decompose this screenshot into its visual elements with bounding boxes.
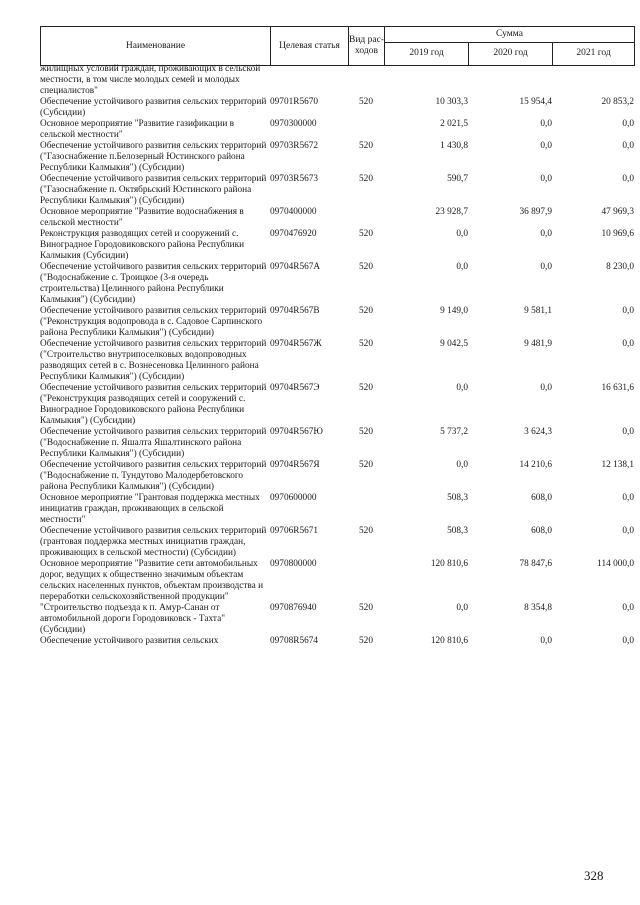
row-amount-2020: 0,0 xyxy=(540,262,552,272)
table-row xyxy=(40,460,634,493)
row-code: 0970400000 xyxy=(270,207,317,217)
row-name: Обеспечение устойчивого развития сельских территорий ("Реконструкция разводящих сетей и сооружений с. Виноградное Городовиковского района Республики Калмыкия") (Субсидии) xyxy=(40,383,267,426)
table-row xyxy=(40,383,634,427)
row-code: 09703R5672 xyxy=(270,141,319,151)
row-amount-2020: 78 847,6 xyxy=(519,559,552,569)
row-amount-2020: 0,0 xyxy=(540,119,552,129)
header-code: Целевая статья xyxy=(271,27,349,66)
row-name: Обеспечение устойчивого развития сельских территорий ("Реконструкция водопровода в с. Садовое Сарпинского района Республики Калмыкия") (Субсидии) xyxy=(40,306,267,338)
row-code: 0970300000 xyxy=(270,119,317,129)
row-code: 09704R567Э xyxy=(270,383,320,393)
header-sum: Сумма xyxy=(385,27,635,43)
row-amount-2020: 608,0 xyxy=(531,526,552,536)
row-vid: 520 xyxy=(359,339,373,349)
row-amount-2020: 0,0 xyxy=(540,141,552,151)
row-amount-2019: 0,0 xyxy=(456,262,468,272)
row-amount-2019: 0,0 xyxy=(456,229,468,239)
row-amount-2019: 1 430,8 xyxy=(440,141,468,151)
row-amount-2020: 0,0 xyxy=(540,383,552,393)
table-row xyxy=(40,603,634,636)
row-vid: 520 xyxy=(359,174,373,184)
row-amount-2019: 120 810,6 xyxy=(430,559,468,569)
row-name: Обеспечение устойчивого развития сельских территорий ("Водоснабжение п. Тундутово Малодербетовского района Республики Калмыкия") (Субсидии) xyxy=(40,460,267,492)
row-amount-2019: 0,0 xyxy=(456,383,468,393)
row-vid xyxy=(348,207,384,229)
row-vid: 520 xyxy=(359,141,373,151)
row-amount-2021: 47 969,3 xyxy=(601,207,634,217)
row-code: 09708R5674 xyxy=(270,636,319,646)
row-amount-2021: 16 631,6 xyxy=(601,383,634,393)
table-row xyxy=(40,493,634,526)
header-year-2020: 2020 год xyxy=(469,42,553,65)
row-amount-2021: 0,0 xyxy=(622,493,634,503)
table-row xyxy=(40,174,634,207)
row-name: Обеспечение устойчивого развития сельских территорий (Субсидии) xyxy=(40,97,267,118)
row-code: 09706R5671 xyxy=(270,526,319,536)
row-amount-2020: 15 954,4 xyxy=(519,97,552,107)
row-code: 09701R5670 xyxy=(270,97,319,107)
row-name: Основное мероприятие "Грантовая поддержка местных инициатив граждан, проживающих в сельской местности" xyxy=(40,493,260,525)
row-vid: 520 xyxy=(359,603,373,613)
row-amount-2019: 10 303,3 xyxy=(435,97,468,107)
row-name: Обеспечение устойчивого развития сельских территорий ("Газоснабжение п. Октябрьский Юстинского района Республики Калмыкия") (Субсидии) xyxy=(40,174,267,206)
row-amount-2020: 9 481,9 xyxy=(524,339,552,349)
row-amount-2021: 8 230,0 xyxy=(606,262,634,272)
row-vid xyxy=(348,559,384,603)
row-amount-2021: 0,0 xyxy=(622,427,634,437)
budget-table xyxy=(40,64,634,647)
row-amount-2021: 10 969,6 xyxy=(601,229,634,239)
row-name: Основное мероприятие "Развитие сети автомобильных дорог, ведущих к общественно значимым объектам сельских населенных пунктов, объектам производства и переработки сельскохозяйственной продукции" xyxy=(40,559,264,602)
row-amount-2019: 9 042,5 xyxy=(440,339,468,349)
row-code: 09703R5673 xyxy=(270,174,319,184)
row-code: 09704R567A xyxy=(270,262,321,272)
row-vid xyxy=(348,493,384,526)
row-name: Обеспечение устойчивого развития сельских xyxy=(40,636,219,646)
row-amount-2021: 0,0 xyxy=(622,119,634,129)
table-row xyxy=(40,526,634,559)
header-year-2021: 2021 год xyxy=(553,42,635,65)
row-amount-2021: 114 000,0 xyxy=(597,559,634,569)
table-row xyxy=(40,636,634,647)
row-vid: 520 xyxy=(359,636,373,646)
row-name: Обеспечение устойчивого развития сельских территорий ("Газоснабжение п.Белозерный Юстинского района Республики Калмыкия") (Субсидии) xyxy=(40,141,267,173)
row-amount-2020 xyxy=(468,64,552,97)
row-amount-2021: 0,0 xyxy=(622,339,634,349)
row-name: Основное мероприятие "Развитие водоснабжения в сельской местности" xyxy=(40,207,244,228)
row-vid: 520 xyxy=(359,427,373,437)
row-amount-2019: 590,7 xyxy=(447,174,468,184)
row-amount-2020: 9 581,1 xyxy=(524,306,552,316)
row-code: 0970476920 xyxy=(270,229,317,239)
row-vid: 520 xyxy=(359,262,373,272)
row-name: Обеспечение устойчивого развития сельских территорий ("Строительство внутрипоселковых водопроводных разводящих сетей в с. Вознесеновка Целинного района Республики Калмыкия") (Субсидии) xyxy=(40,339,267,382)
row-name: Реконструкция разводящих сетей и сооружений с. Виноградное Городовиковского района Республики Калмыкия (Субсидии) xyxy=(40,229,245,261)
row-amount-2019: 0,0 xyxy=(456,603,468,613)
table-row xyxy=(40,229,634,262)
row-name: "Строительство подъезда к п. Амур-Санан от автомобильной дороги Городовиковск - Тахта" (Субсидии) xyxy=(40,603,226,635)
row-amount-2019: 5 737,2 xyxy=(440,427,468,437)
row-amount-2019: 0,0 xyxy=(456,460,468,470)
row-code: 0970800000 xyxy=(270,559,317,569)
row-amount-2021: 0,0 xyxy=(622,306,634,316)
table-row xyxy=(40,119,634,141)
row-amount-2020: 608,0 xyxy=(531,493,552,503)
row-amount-2020: 0,0 xyxy=(540,229,552,239)
header-year-2019: 2019 год xyxy=(385,42,469,65)
row-vid: 520 xyxy=(359,306,373,316)
row-amount-2021: 12 138,1 xyxy=(601,460,634,470)
table-row xyxy=(40,207,634,229)
row-name: Обеспечение устойчивого развития сельских территорий ("Водоснабжение с. Троицкое (3-я очередь строительства) Целинного района Республики Калмыкия") (Субсидии) xyxy=(40,262,267,305)
row-vid xyxy=(348,119,384,141)
row-amount-2021: 0,0 xyxy=(622,526,634,536)
row-vid: 520 xyxy=(359,383,373,393)
table-row xyxy=(40,262,634,306)
table-row xyxy=(40,559,634,603)
row-amount-2019: 2 021,5 xyxy=(440,119,468,129)
budget-table-body xyxy=(40,64,634,647)
row-code: 09704R567B xyxy=(270,306,320,316)
table-row xyxy=(40,339,634,383)
row-amount-2019: 120 810,6 xyxy=(430,636,468,646)
row-amount-2019: 508,3 xyxy=(447,493,468,503)
header-vid: Вид рас-ходов xyxy=(349,27,385,66)
row-name: Обеспечение устойчивого развития сельских территорий (грантовая поддержка местных инициатив граждан, проживающих в сельской местности) (Субсидии) xyxy=(40,526,267,558)
table-row xyxy=(40,141,634,174)
row-amount-2019: 9 149,0 xyxy=(440,306,468,316)
row-vid: 520 xyxy=(359,97,373,107)
row-amount-2021: 0,0 xyxy=(622,174,634,184)
row-vid: 520 xyxy=(359,526,373,536)
row-code: 09704R567Ю xyxy=(270,427,323,437)
row-vid: 520 xyxy=(359,229,373,239)
row-vid xyxy=(348,64,384,97)
row-amount-2019: 508,3 xyxy=(447,526,468,536)
row-amount-2019 xyxy=(384,64,468,97)
row-amount-2021: 0,0 xyxy=(622,141,634,151)
row-amount-2021: 0,0 xyxy=(622,603,634,613)
page-number: 328 xyxy=(584,868,604,883)
row-name: Основное мероприятие "Развитие газификации в сельской местности" xyxy=(40,119,235,140)
row-amount-2021: 20 853,2 xyxy=(601,97,634,107)
table-header xyxy=(40,26,635,66)
row-amount-2020: 0,0 xyxy=(540,174,552,184)
table-row xyxy=(40,97,634,119)
row-amount-2021 xyxy=(552,64,634,97)
row-amount-2020: 14 210,6 xyxy=(519,460,552,470)
row-vid: 520 xyxy=(359,460,373,470)
row-amount-2019: 23 928,7 xyxy=(435,207,468,217)
row-code: 09704R567Я xyxy=(270,460,320,470)
table-row xyxy=(40,64,634,97)
row-code: 0970600000 xyxy=(270,493,317,503)
row-amount-2020: 36 897,9 xyxy=(519,207,552,217)
row-amount-2020: 0,0 xyxy=(540,636,552,646)
row-amount-2020: 3 624,3 xyxy=(524,427,552,437)
row-code: 0970876940 xyxy=(270,603,317,613)
table-row xyxy=(40,427,634,460)
table-row xyxy=(40,306,634,339)
row-code xyxy=(270,64,348,97)
row-name: жилищных условий граждан, проживающих в сельской местности, в том числе молодых семей и молодых специалистов" xyxy=(40,64,261,96)
row-amount-2020: 8 354,8 xyxy=(524,603,552,613)
row-code: 09704R567Ж xyxy=(270,339,322,349)
row-amount-2021: 0,0 xyxy=(622,636,634,646)
row-name: Обеспечение устойчивого развития сельских территорий ("Водоснабжение п. Яшалта Яшалтинского района Республики Калмыкия") (Субсидии) xyxy=(40,427,267,459)
header-name: Наименование xyxy=(41,27,271,66)
